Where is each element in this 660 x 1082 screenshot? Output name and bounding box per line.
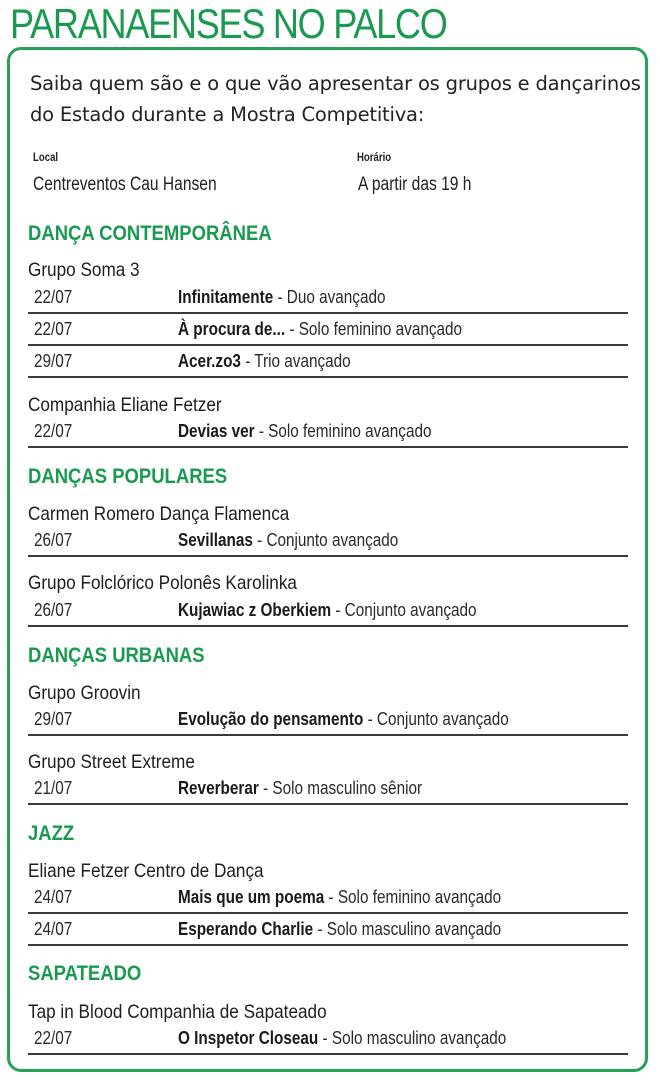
section-heading: JAZZ (28, 822, 75, 845)
entry-date: 22/07 (34, 1028, 73, 1048)
intro-text: Saiba quem são e o que vão apresentar os grupos e dançarinos do Estado durante a Mostra Competitiva: (30, 72, 641, 126)
schedule-row (28, 1025, 628, 1055)
entry-category: - Duo avançado (273, 287, 386, 307)
entry-title: Mais que um poema (178, 887, 325, 907)
schedule-row (28, 284, 628, 314)
entry-category: - Solo masculino avançado (318, 1028, 507, 1048)
entry-category: - Conjunto avançado (252, 530, 399, 550)
entry-piece (178, 600, 477, 621)
entry-piece (178, 887, 501, 908)
entry-title: Sevillanas (178, 530, 253, 550)
entry-date: 22/07 (34, 287, 73, 307)
group-name: Grupo Groovin (28, 682, 141, 704)
entry-title: Esperando Charlie (178, 919, 314, 939)
entry-category: - Conjunto avançado (363, 709, 509, 729)
entry-title: Evolução do pensamento (178, 709, 364, 729)
entry-date: 29/07 (34, 351, 73, 371)
entry-date: 22/07 (34, 319, 73, 339)
schedule-row (28, 418, 628, 448)
schedule-row (28, 348, 628, 378)
entry-title: Kujawiac z Oberkiem (178, 600, 332, 620)
entry-piece (178, 778, 422, 799)
entry-date: 29/07 (34, 709, 73, 729)
entry-date: 26/07 (34, 600, 73, 620)
schedule-row (28, 316, 628, 346)
group-name: Tap in Blood Companhia de Sapateado (28, 1001, 327, 1023)
entry-piece (178, 1028, 506, 1049)
entry-category: - Solo masculino sênior (258, 778, 423, 798)
entry-date: 24/07 (34, 887, 73, 907)
page-title: PARANAENSES NO PALCO (10, 0, 447, 47)
schedule-row (28, 706, 628, 736)
entry-date: 24/07 (34, 919, 73, 939)
group-name: Grupo Soma 3 (28, 259, 140, 281)
group-name: Companhia Eliane Fetzer (28, 394, 222, 416)
group-name: Carmen Romero Dança Flamenca (28, 503, 290, 525)
entry-category: - Solo feminino avançado (254, 421, 432, 441)
entry-title: O Inspetor Closeau (178, 1028, 319, 1048)
entry-title: Infinitamente (178, 287, 274, 307)
entry-title: À procura de... (178, 319, 286, 339)
group-name: Eliane Fetzer Centro de Dança (28, 860, 264, 882)
local-value: Centreventos Cau Hansen (33, 174, 217, 195)
entry-piece (178, 351, 351, 372)
entry-category: - Solo feminino avançado (285, 319, 463, 339)
entry-date: 26/07 (34, 530, 73, 550)
entry-title: Devias ver (178, 421, 255, 441)
entry-title: Reverberar (178, 778, 259, 798)
entry-piece (178, 530, 398, 551)
entry-piece (178, 287, 385, 308)
entry-category: - Solo masculino avançado (313, 919, 502, 939)
local-label: Local (33, 150, 59, 164)
section-heading: DANÇAS URBANAS (28, 644, 205, 667)
group-name: Grupo Street Extreme (28, 751, 195, 773)
schedule-row (28, 884, 628, 914)
group-name: Grupo Folclórico Polonês Karolinka (28, 572, 297, 594)
section-heading: SAPATEADO (28, 962, 142, 985)
entry-date: 21/07 (34, 778, 73, 798)
entry-category: - Conjunto avançado (331, 600, 477, 620)
entry-category: - Trio avançado (240, 351, 351, 371)
schedule-row (28, 527, 628, 557)
entry-piece (178, 919, 501, 940)
schedule-row (28, 775, 628, 805)
schedule-row (28, 597, 628, 627)
section-heading: DANÇAS POPULARES (28, 465, 228, 488)
entry-piece (178, 421, 431, 442)
entry-title: Acer.zo3 (178, 351, 241, 371)
entry-date: 22/07 (34, 421, 73, 441)
entry-piece (178, 709, 509, 730)
time-label: Horário (357, 150, 392, 164)
schedule-row (28, 916, 628, 946)
entry-category: - Solo feminino avançado (324, 887, 502, 907)
entry-piece (178, 319, 462, 340)
section-heading: DANÇA CONTEMPORÂNEA (28, 222, 272, 245)
time-value: A partir das 19 h (358, 174, 472, 195)
